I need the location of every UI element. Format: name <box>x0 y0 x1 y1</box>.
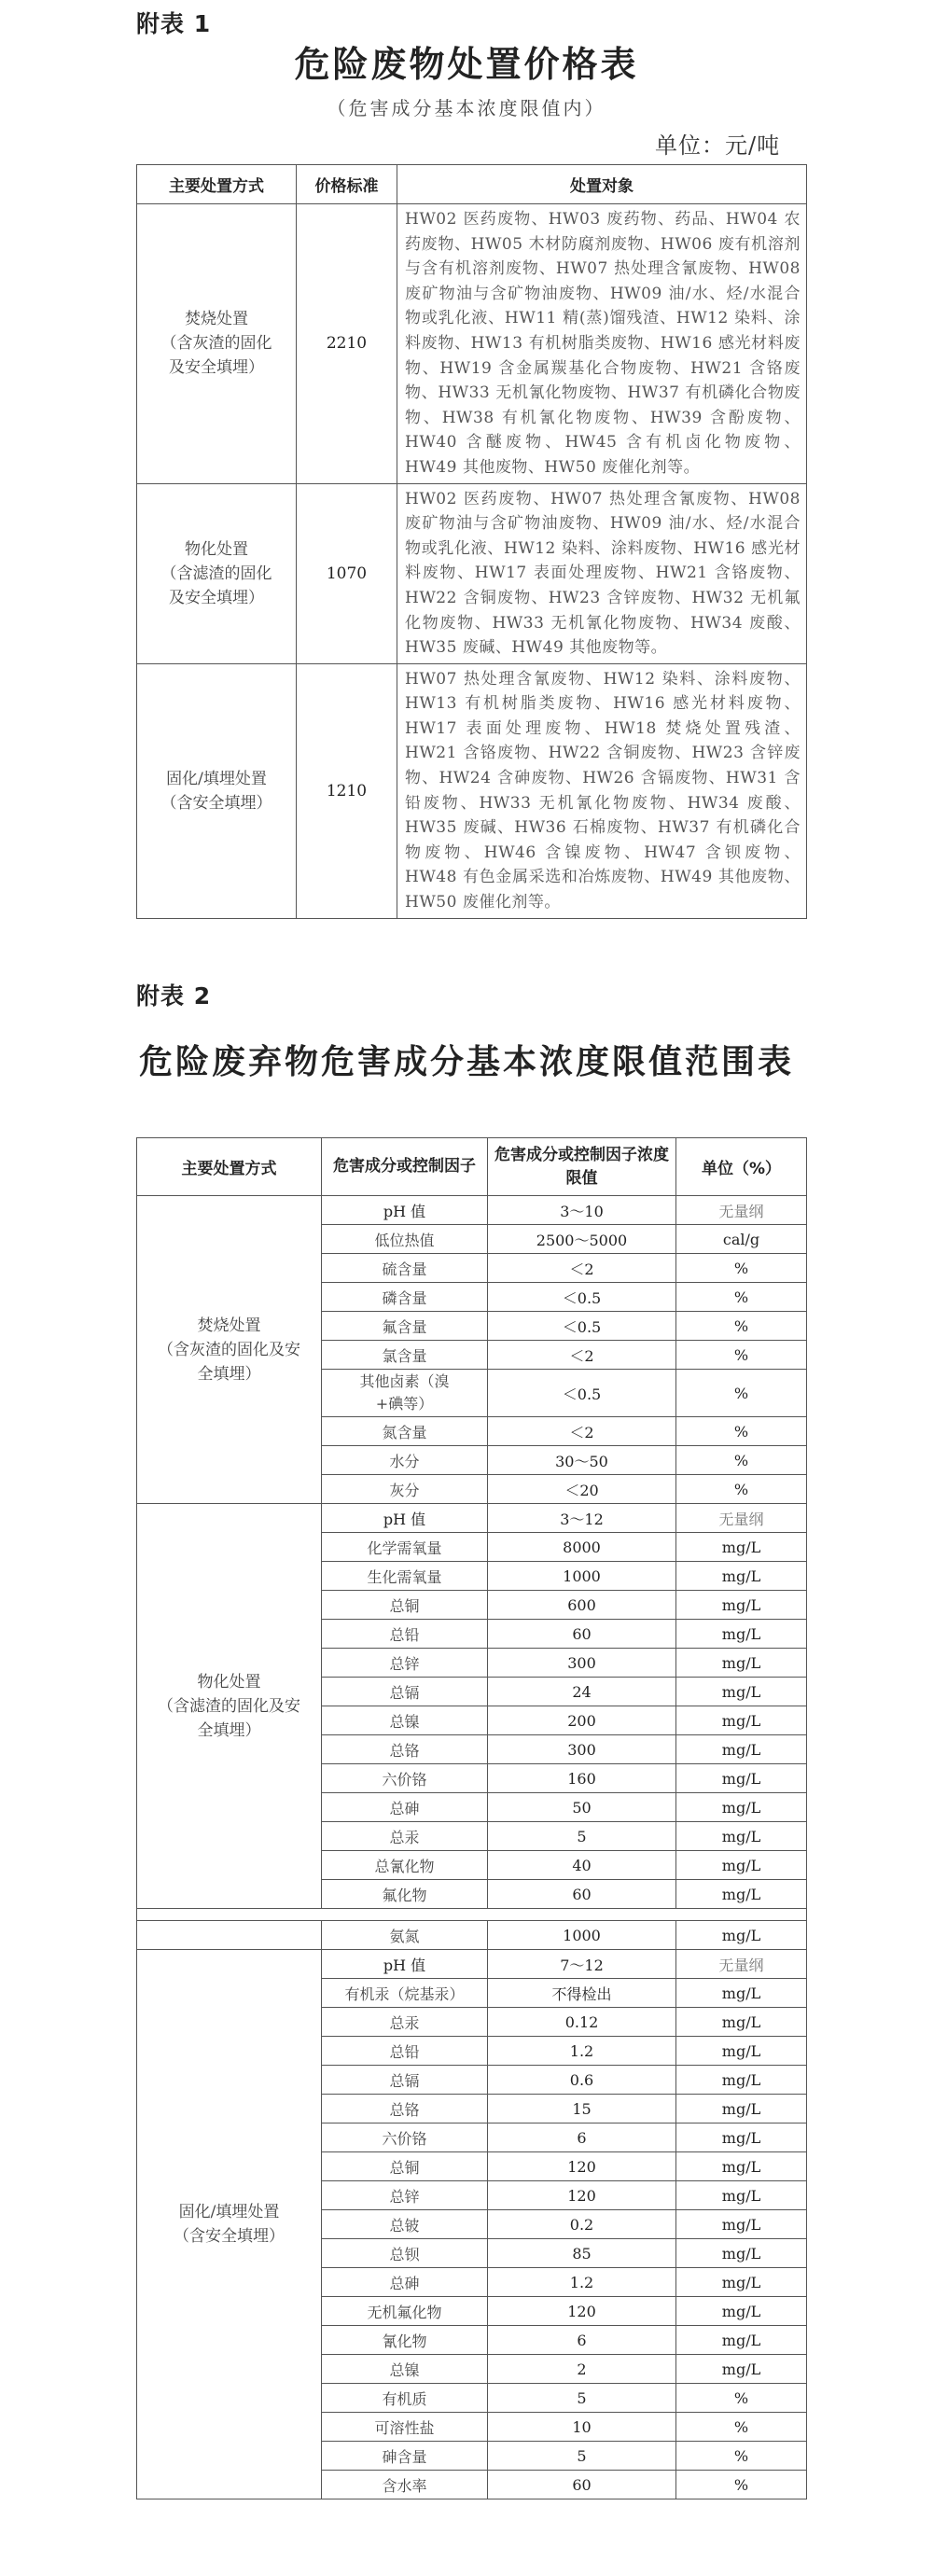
limit-cell: 5 <box>488 1822 676 1851</box>
method-cell <box>137 1921 322 1950</box>
unit-cell: % <box>676 1475 807 1504</box>
limit-cell: 8000 <box>488 1533 676 1562</box>
limit-cell: 5 <box>488 2384 676 2413</box>
unit-cell: % <box>676 1312 807 1341</box>
table-row <box>137 1950 807 1979</box>
unit-cell: mg/L <box>676 2008 807 2037</box>
factor-cell: pH 值 <box>322 1504 488 1533</box>
factor-cell: 生化需氧量 <box>322 1562 488 1591</box>
limit-cell: 50 <box>488 1793 676 1822</box>
factor-cell: 总镉 <box>322 2066 488 2095</box>
factor-cell: pH 值 <box>322 1950 488 1979</box>
factor-cell: 总砷 <box>322 1793 488 1822</box>
limit-cell: 0.12 <box>488 2008 676 2037</box>
unit-cell: mg/L <box>676 1764 807 1793</box>
unit-cell: 无量纲 <box>676 1196 807 1225</box>
factor-cell: 低位热值 <box>322 1225 488 1254</box>
gap-cell <box>137 1909 322 1921</box>
table-gap <box>137 1909 807 1921</box>
factor-cell: 化学需氧量 <box>322 1533 488 1562</box>
objects-cell: HW02 医药废物、HW03 废药物、药品、HW04 农药废物、HW05 木材防腐剂废物、HW06 废有机溶剂与含有机溶剂废物、HW07 热处理含氰废物、HW08 废矿物油与含矿物油废物、HW09 油/水、烃/水混合物或乳化液、HW11 精(蒸)馏残渣、HW12 染料、涂料废物、HW13 有机树脂类废物、HW16 感光材料废物、HW19 含金属羰基化合物废物、HW21 含铬废物、HW33 无机氰化物废物、HW37 有机磷化合物废物、HW38 有机氰化物废物、HW39 含酚废物、HW40 含醚废物、HW45 含有机卤化物废物、HW49 其他废物、HW50 废催化剂等。 <box>397 204 807 484</box>
limit-cell: 不得检出 <box>488 1979 676 2008</box>
table1-unit: 单位：元/吨 <box>655 132 781 159</box>
factor-cell: 总锌 <box>322 1649 488 1678</box>
limit-cell: 40 <box>488 1851 676 1880</box>
unit-cell: mg/L <box>676 1921 807 1950</box>
unit-cell: % <box>676 2442 807 2471</box>
limit-cell: ＜2 <box>488 1341 676 1370</box>
limit-cell: 24 <box>488 1678 676 1706</box>
unit-cell: mg/L <box>676 1851 807 1880</box>
method-line: （含安全填埋） <box>160 793 272 813</box>
unit-cell: cal/g <box>676 1225 807 1254</box>
method-line: 物化处置 <box>197 1672 261 1692</box>
limit-cell: 120 <box>488 2297 676 2326</box>
method-line: 焚烧处置 <box>185 310 248 329</box>
unit-cell: mg/L <box>676 1620 807 1649</box>
unit-cell: % <box>676 1283 807 1312</box>
limit-cell: 6 <box>488 2326 676 2355</box>
limit-cell: 15 <box>488 2095 676 2123</box>
limit-cell: 7～12 <box>488 1950 676 1979</box>
unit-cell: % <box>676 2413 807 2442</box>
factor-cell: 六价铬 <box>322 1764 488 1793</box>
gap-cell <box>322 1909 807 1921</box>
unit-cell: mg/L <box>676 1562 807 1591</box>
unit-cell: % <box>676 2471 807 2499</box>
factor-cell: 总铍 <box>322 2210 488 2239</box>
price-row <box>137 483 807 663</box>
method-line: （含滤渣的固化及安 <box>158 1696 300 1716</box>
limit-cell: 3～12 <box>488 1504 676 1533</box>
limit-cell: 60 <box>488 1620 676 1649</box>
method-line: 焚烧处置 <box>197 1316 261 1335</box>
factor-cell: 总钡 <box>322 2239 488 2268</box>
limit-cell: 120 <box>488 2181 676 2210</box>
factor-cell: 总铜 <box>322 1591 488 1620</box>
factor-cell: 硫含量 <box>322 1254 488 1283</box>
method-cell <box>137 483 297 663</box>
method-cell <box>137 1504 322 1909</box>
limit-cell: ＜2 <box>488 1417 676 1446</box>
factor-cell: 无机氟化物 <box>322 2297 488 2326</box>
unit-cell: % <box>676 2384 807 2413</box>
limit-cell: 1000 <box>488 1921 676 1950</box>
header-limit: 危害成分或控制因子浓度限值 <box>488 1138 676 1196</box>
unit-cell: mg/L <box>676 2037 807 2066</box>
header-factor: 危害成分或控制因子 <box>322 1138 488 1196</box>
factor-cell: 其他卤素（溴+碘等） <box>322 1370 488 1417</box>
factor-cell: 总镉 <box>322 1678 488 1706</box>
factor-cell: 有机汞（烷基汞） <box>322 1979 488 2008</box>
method-line: 物化处置 <box>185 539 248 559</box>
objects-cell: HW07 热处理含氰废物、HW12 染料、涂料废物、HW13 有机树脂类废物、HW16 感光材料废物、HW17 表面处理废物、HW18 焚烧处置残渣、HW21 含铬废物、HW22 含铜废物、HW23 含锌废物、HW24 含砷废物、HW26 含镉废物、HW31 含铅废物、HW33 无机氰化物废物、HW34 废酸、HW35 废碱、HW36 石棉废物、HW37 有机磷化合物废物、HW46 含镍废物、HW47 含钡废物、HW48 有色金属采选和冶炼废物、HW49 其他废物、HW50 废催化剂等。 <box>397 663 807 918</box>
unit-cell: mg/L <box>676 2123 807 2152</box>
factor-cell: 氮含量 <box>322 1417 488 1446</box>
factor-cell: 氯含量 <box>322 1341 488 1370</box>
method-line: 及安全填埋） <box>169 588 264 607</box>
method-line: 固化/填埋处置 <box>178 2203 280 2221</box>
factor-cell: 总锌 <box>322 2181 488 2210</box>
unit-cell: mg/L <box>676 2066 807 2095</box>
method-cell <box>137 1950 322 2499</box>
price-row <box>137 663 807 918</box>
objects-cell: HW02 医药废物、HW07 热处理含氰废物、HW08 废矿物油与含矿物油废物、HW09 油/水、烃/水混合物或乳化液、HW12 染料、涂料废物、HW16 感光材料废物、HW17 表面处理废物、HW21 含铬废物、HW22 含铜废物、HW23 含锌废物、HW32 无机氟化物废物、HW33 无机氰化物废物、HW34 废酸、HW35 废碱、HW49 其他废物等。 <box>397 483 807 663</box>
limit-cell: ＜0.5 <box>488 1312 676 1341</box>
unit-cell: 无量纲 <box>676 1504 807 1533</box>
unit-cell: mg/L <box>676 2326 807 2355</box>
factor-cell: pH 值 <box>322 1196 488 1225</box>
method-line: （含滤渣的固化 <box>160 564 272 583</box>
limit-cell: 2 <box>488 2355 676 2384</box>
factor-cell: 总汞 <box>322 1822 488 1851</box>
unit-cell: mg/L <box>676 1649 807 1678</box>
limit-cell: 160 <box>488 1764 676 1793</box>
unit-cell: mg/L <box>676 2355 807 2384</box>
header-method: 主要处置方式 <box>137 165 297 204</box>
factor-cell: 磷含量 <box>322 1283 488 1312</box>
factor-cell: 灰分 <box>322 1475 488 1504</box>
unit-cell: % <box>676 1341 807 1370</box>
unit-cell: % <box>676 1254 807 1283</box>
concentration-table <box>136 1137 807 2499</box>
method-line: 固化/填埋处置 <box>166 769 267 788</box>
factor-cell: 总铬 <box>322 1735 488 1764</box>
method-line: 全填埋） <box>197 1364 261 1384</box>
price-cell: 2210 <box>297 204 397 484</box>
limit-cell: ＜2 <box>488 1254 676 1283</box>
unit-cell: mg/L <box>676 1706 807 1735</box>
method-cell <box>137 1196 322 1504</box>
factor-cell: 总铅 <box>322 2037 488 2066</box>
table2-title: 危险废弃物危害成分基本浓度限值范围表 <box>138 1042 794 1081</box>
unit-cell: mg/L <box>676 1979 807 2008</box>
unit-cell: mg/L <box>676 1822 807 1851</box>
factor-cell: 可溶性盐 <box>322 2413 488 2442</box>
method-cell <box>137 204 297 484</box>
unit-cell: mg/L <box>676 2210 807 2239</box>
limit-cell: 600 <box>488 1591 676 1620</box>
limit-cell: 85 <box>488 2239 676 2268</box>
method-cell <box>137 663 297 918</box>
limit-cell: 10 <box>488 2413 676 2442</box>
unit-cell: mg/L <box>676 2095 807 2123</box>
limit-cell: ＜0.5 <box>488 1283 676 1312</box>
factor-cell: 氰化物 <box>322 2326 488 2355</box>
unit-cell: mg/L <box>676 2297 807 2326</box>
limit-cell: 0.6 <box>488 2066 676 2095</box>
limit-cell: 2500～5000 <box>488 1225 676 1254</box>
appendix-2-label: 附表 2 <box>136 982 212 1010</box>
table-row <box>137 1196 807 1225</box>
method-line: 及安全填埋） <box>169 358 264 378</box>
factor-cell: 总砷 <box>322 2268 488 2297</box>
factor-cell: 总镍 <box>322 2355 488 2384</box>
table1-subtitle: （危害成分基本浓度限值内） <box>327 97 606 119</box>
factor-cell: 总镍 <box>322 1706 488 1735</box>
unit-cell: mg/L <box>676 2181 807 2210</box>
factor-cell: 总氰化物 <box>322 1851 488 1880</box>
unit-cell: mg/L <box>676 1533 807 1562</box>
factor-cell: 含水率 <box>322 2471 488 2499</box>
factor-cell: 总铬 <box>322 2095 488 2123</box>
header-unit: 单位（%） <box>676 1138 807 1196</box>
table-row <box>137 1921 807 1950</box>
limit-cell: 1000 <box>488 1562 676 1591</box>
method-line: 全填埋） <box>197 1720 261 1740</box>
price-table <box>136 164 807 919</box>
header-price: 价格标准 <box>297 165 397 204</box>
limit-cell: 1.2 <box>488 2037 676 2066</box>
unit-cell: % <box>676 1370 807 1417</box>
factor-cell: 氟化物 <box>322 1880 488 1909</box>
limit-cell: 30～50 <box>488 1446 676 1475</box>
limit-cell: 300 <box>488 1649 676 1678</box>
table-row <box>137 1504 807 1533</box>
limit-cell: 5 <box>488 2442 676 2471</box>
price-cell: 1070 <box>297 483 397 663</box>
header-method: 主要处置方式 <box>137 1138 322 1196</box>
limit-cell: 300 <box>488 1735 676 1764</box>
limit-cell: 60 <box>488 2471 676 2499</box>
price-row <box>137 204 807 484</box>
method-line: （含灰渣的固化 <box>160 334 272 354</box>
unit-cell: 无量纲 <box>676 1950 807 1979</box>
factor-cell: 砷含量 <box>322 2442 488 2471</box>
limit-cell: 3～10 <box>488 1196 676 1225</box>
factor-cell: 有机质 <box>322 2384 488 2413</box>
limit-cell: 1.2 <box>488 2268 676 2297</box>
method-line: （含灰渣的固化及安 <box>158 1340 300 1359</box>
unit-cell: % <box>676 1417 807 1446</box>
limit-cell: ＜20 <box>488 1475 676 1504</box>
unit-cell: % <box>676 1446 807 1475</box>
price-cell: 1210 <box>297 663 397 918</box>
limit-cell: 0.2 <box>488 2210 676 2239</box>
limit-cell: 120 <box>488 2152 676 2181</box>
factor-cell: 氟含量 <box>322 1312 488 1341</box>
method-line: （含安全填埋） <box>174 2227 285 2246</box>
factor-cell: 氨氮 <box>322 1921 488 1950</box>
factor-cell: 总铅 <box>322 1620 488 1649</box>
header-objects: 处置对象 <box>397 165 807 204</box>
appendix-1-label: 附表 1 <box>136 10 212 37</box>
limit-cell: ＜0.5 <box>488 1370 676 1417</box>
limit-cell: 6 <box>488 2123 676 2152</box>
unit-cell: mg/L <box>676 1591 807 1620</box>
unit-cell: mg/L <box>676 2152 807 2181</box>
limit-cell: 60 <box>488 1880 676 1909</box>
factor-cell: 六价铬 <box>322 2123 488 2152</box>
unit-cell: mg/L <box>676 1793 807 1822</box>
unit-cell: mg/L <box>676 1735 807 1764</box>
unit-cell: mg/L <box>676 1678 807 1706</box>
table1-title: 危险废物处置价格表 <box>294 43 639 85</box>
unit-cell: mg/L <box>676 2239 807 2268</box>
factor-cell: 总汞 <box>322 2008 488 2037</box>
unit-cell: mg/L <box>676 2268 807 2297</box>
limit-cell: 200 <box>488 1706 676 1735</box>
unit-cell: mg/L <box>676 1880 807 1909</box>
factor-cell: 总铜 <box>322 2152 488 2181</box>
factor-cell: 水分 <box>322 1446 488 1475</box>
